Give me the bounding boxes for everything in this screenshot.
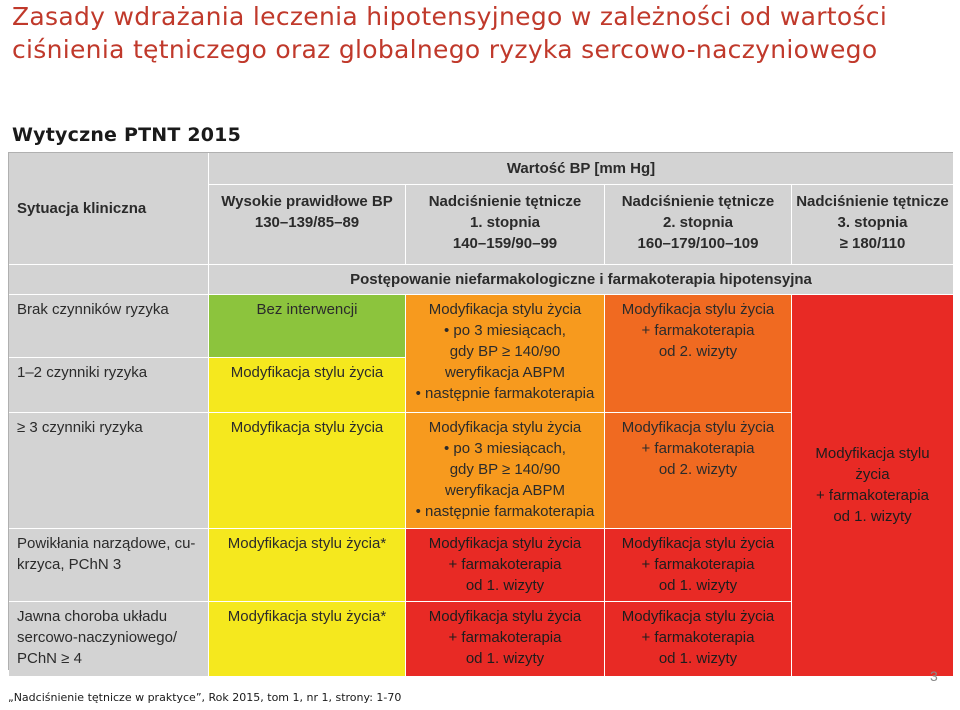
situation-header: Sytuacja kliniczna — [9, 153, 209, 265]
cell-grade1-abpm-b: Modyfikacja stylu życia • po 3 miesiącach, gdy BP ≥ 140/90 weryfikacja ABPM • następnie farmakoterapia — [406, 413, 605, 529]
cell-grade2-pharma-2b: Modyfikacja stylu życia + farmakoterapia od 2. wizyty — [605, 413, 792, 529]
col-grade-2: Nadciśnienie tętnicze 2. stopnia 160–179/100–109 — [605, 185, 792, 265]
col-grade-3: Nadciśnienie tętnicze 3. stopnia ≥ 180/110 — [792, 185, 954, 265]
cell-grade1-abpm-a: Modyfikacja stylu życia • po 3 miesiącach, gdy BP ≥ 140/90 weryfikacja ABPM • następnie farmakoterapia — [406, 295, 605, 413]
left-blank — [9, 265, 209, 295]
cell-lifestyle-star-1: Modyfikacja stylu życia* — [209, 529, 406, 602]
col-high-normal: Wysokie prawidłowe BP 130–139/85–89 — [209, 185, 406, 265]
title-line-1: Zasady wdrażania leczenia hipotensyjnego w zależności od wartości — [12, 2, 888, 31]
cell-grade3-pharma: Modyfikacja stylu życia + farmakoterapia od 1. wizyty — [792, 295, 954, 677]
cell-grade2-pharma-1a: Modyfikacja stylu życia + farmakoterapia od 1. wizyty — [605, 529, 792, 602]
cell-grade1-pharma-1b: Modyfikacja stylu życia + farmakoterapia od 1. wizyty — [406, 602, 605, 677]
page-number: 3 — [930, 668, 938, 684]
cell-lifestyle-1: Modyfikacja stylu życia — [209, 358, 406, 413]
treatment-table — [8, 152, 953, 670]
row-label-3-risk: ≥ 3 czynniki ryzyka — [9, 413, 209, 529]
cell-lifestyle-star-2: Modyfikacja stylu życia* — [209, 602, 406, 677]
slide-title — [12, 0, 952, 66]
citation-footer: „Nadciśnienie tętnicze w praktyce”, Rok 2015, tom 1, nr 1, strony: 1-70 — [8, 691, 402, 704]
cell-grade2-pharma-2a: Modyfikacja stylu życia + farmakoterapia od 2. wizyty — [605, 295, 792, 413]
cell-no-intervention: Bez interwencji — [209, 295, 406, 358]
bp-header: Wartość BP [mm Hg] — [209, 153, 954, 185]
guidelines-subheading: Wytyczne PTNT 2015 — [12, 124, 242, 146]
row-label-organ-damage: Powikłania narządowe, cu- krzyca, PChN 3 — [9, 529, 209, 602]
cell-grade2-pharma-1b: Modyfikacja stylu życia + farmakoterapia od 1. wizyty — [605, 602, 792, 677]
row-label-cvd: Jawna choroba układu sercowo-naczyniowego/ PChN ≥ 4 — [9, 602, 209, 677]
col-grade-1: Nadciśnienie tętnicze 1. stopnia 140–159/90–99 — [406, 185, 605, 265]
row-label-1-2-risk: 1–2 czynniki ryzyka — [9, 358, 209, 413]
cell-lifestyle-2: Modyfikacja stylu życia — [209, 413, 406, 529]
title-line-2: ciśnienia tętniczego oraz globalnego ryzyka sercowo-naczyniowego — [12, 35, 878, 64]
management-header: Postępowanie niefarmakologiczne i farmakoterapia hipotensyjna — [209, 265, 954, 295]
row-label-no-risk: Brak czynników ryzyka — [9, 295, 209, 358]
cell-grade1-pharma-1a: Modyfikacja stylu życia + farmakoterapia od 1. wizyty — [406, 529, 605, 602]
